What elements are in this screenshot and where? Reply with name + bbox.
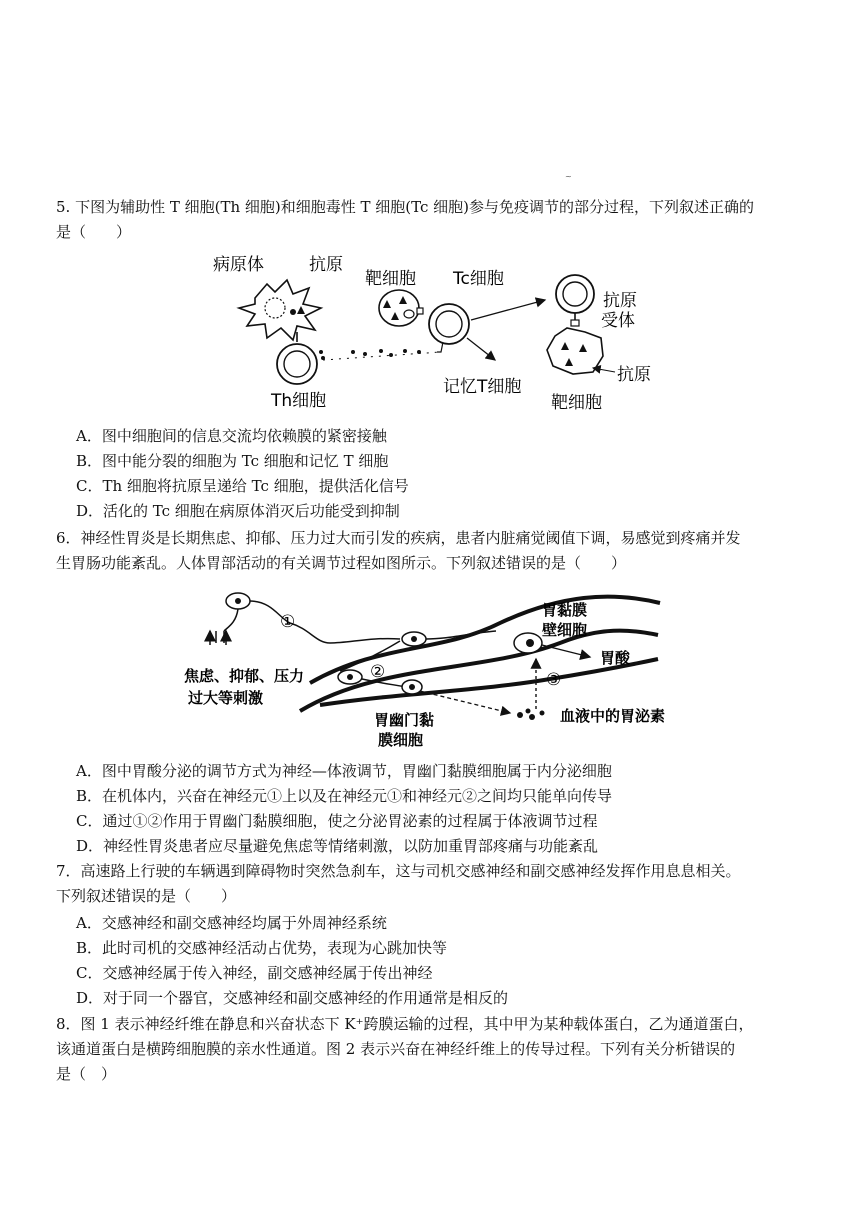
label-pathogen: 病原体 — [213, 255, 264, 275]
label-pyloric-line1: 胃幽门黏 — [374, 711, 435, 729]
q5-stem-line1: 5. 下图为辅助性 T 细胞(Th 细胞)和细胞毒性 T 细胞(Tc 细胞)参与免疫调节的部分过程，下列叙述正确的 — [56, 198, 755, 216]
label-receptor: 受体 — [601, 311, 635, 331]
q5-option-b: B．图中能分裂的细胞为 Tc 细胞和记忆 T 细胞 — [76, 452, 389, 470]
label-pyloric-line2: 膜细胞 — [378, 731, 424, 749]
label-target-cell-1: 靶细胞 — [365, 269, 416, 289]
q5-immune-diagram — [205, 248, 675, 418]
q5-option-c: C．Th 细胞将抗原呈递给 Tc 细胞，提供活化信号 — [76, 477, 409, 495]
q5-stem-line2: 是（ ） — [56, 223, 132, 241]
label-tc-cell: Tc细胞 — [453, 269, 504, 289]
q5-option-a: A．图中细胞间的信息交流均依赖膜的紧密接触 — [76, 427, 387, 445]
label-antigen: 抗原 — [309, 255, 343, 275]
q7-option-a: A．交感神经和副交感神经均属于外周神经系统 — [76, 914, 387, 932]
q6-stomach-diagram — [180, 583, 680, 753]
label-stimulus-line1: 焦虑、抑郁、压力 — [184, 667, 305, 685]
q6-stem-line2: 生胃肠功能紊乱。人体胃部活动的有关调节过程如图所示。下列叙述错误的是（ ） — [56, 554, 627, 572]
q8-stem-line1: 8．图 1 表示神经纤维在静息和兴奋状态下 K⁺跨膜运输的过程，其中甲为某种载体蛋白，乙为通道蛋白， — [56, 1015, 754, 1033]
q7-stem-line2: 下列叙述错误的是（ ） — [56, 887, 237, 905]
q6-stem-line1: 6．神经性胃炎是长期焦虑、抑郁、压力过大而引发的疾病，患者内脏痛觉阈值下调，易感觉到疼痛并发 — [56, 529, 741, 547]
q8-stem-line2: 该通道蛋白是横跨细胞膜的亲水性通道。图 2 表示兴奋在神经纤维上的传导过程。下列有关分析错误的 — [56, 1040, 736, 1058]
label-gastric-acid: 胃酸 — [600, 649, 631, 667]
label-neuron-2: ② — [370, 662, 386, 682]
label-th-cell: Th细胞 — [271, 391, 327, 411]
q6-option-b: B．在机体内，兴奋在神经元①上以及在神经元①和神经元②之间均只能单向传导 — [76, 787, 613, 805]
label-blood-gastrin: 血液中的胃泌素 — [560, 707, 666, 725]
label-parietal-line1: 胃黏膜 — [542, 601, 588, 619]
label-memory-t-cell: 记忆T细胞 — [443, 377, 522, 397]
label-target-cell-2: 靶细胞 — [551, 393, 602, 413]
q6-option-a: A．图中胃酸分泌的调节方式为神经—体液调节，胃幽门黏膜细胞属于内分泌细胞 — [76, 762, 612, 780]
q6-option-d: D．神经性胃炎患者应尽量避免焦虑等情绪刺激，以防加重胃部疼痛与功能紊乱 — [76, 837, 599, 855]
q7-option-c: C．交感神经属于传入神经，副交感神经属于传出神经 — [76, 964, 433, 982]
q5-option-d: D．活化的 Tc 细胞在病原体消灭后功能受到抑制 — [76, 502, 400, 520]
q6-option-c: C．通过①②作用于胃幽门黏膜细胞，使之分泌胃泌素的过程属于体液调节过程 — [76, 812, 598, 830]
q8-stem-line3: 是（ ） — [56, 1065, 117, 1083]
label-antigen-3: 抗原 — [617, 365, 651, 385]
label-neuron-1: ① — [280, 612, 296, 632]
label-pathway-3: ③ — [546, 670, 562, 690]
label-stimulus-line2: 过大等刺激 — [188, 689, 264, 707]
q7-stem-line1: 7．高速路上行驶的车辆遇到障碍物时突然急刹车，这与司机交感神经和副交感神经发挥作用息息相关。 — [56, 862, 741, 880]
scan-mark: ~ — [565, 172, 572, 181]
q7-option-b: B．此时司机的交感神经活动占优势，表现为心跳加快等 — [76, 939, 448, 957]
label-antigen-2: 抗原 — [603, 291, 637, 311]
label-parietal-line2: 壁细胞 — [542, 621, 588, 639]
q7-option-d: D．对于同一个器官，交感神经和副交感神经的作用通常是相反的 — [76, 989, 509, 1007]
